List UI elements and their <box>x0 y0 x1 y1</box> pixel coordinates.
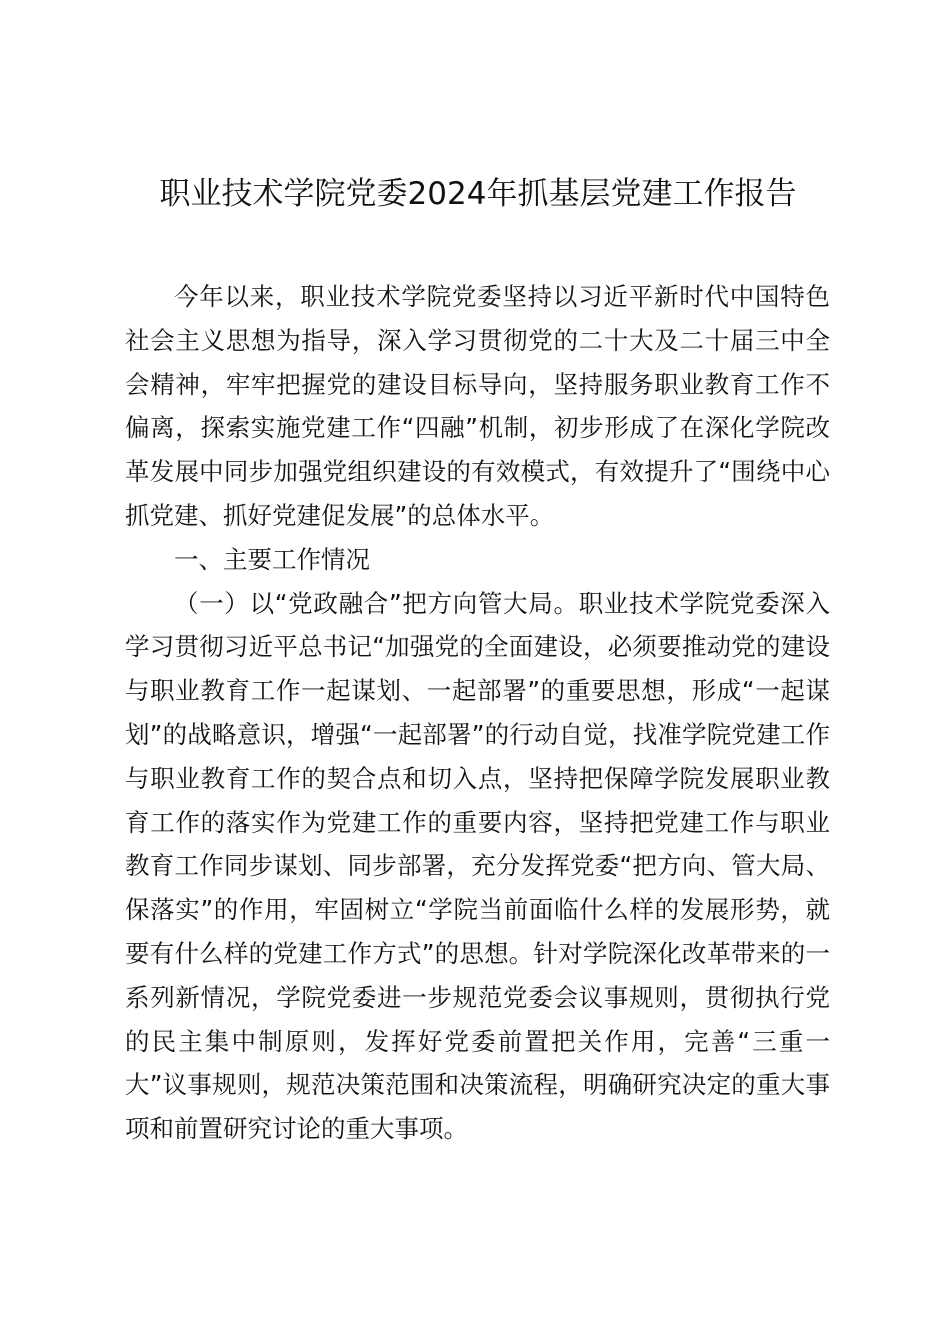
intro-paragraph: 今年以来，职业技术学院党委坚持以习近平新时代中国特色社会主义思想为指导，深入学习贯彻党的二十大及二十届三中全会精神，牢牢把握党的建设目标导向，坚持服务职业教育工作不偏离，探索实施党建工作“四融”机制，初步形成了在深化学院改革发展中同步加强党组织建设的有效模式，有效提升了“围绕中心抓党建、抓好党建促发展”的总体水平。 <box>125 282 830 530</box>
document-body <box>125 275 830 1151</box>
section-heading: 一、主要工作情况 <box>174 544 370 574</box>
document-title: 职业技术学院党委2024年抓基层党建工作报告 <box>159 176 797 212</box>
section-paragraph: （一）以“党政融合”把方向管大局。职业技术学院党委深入学习贯彻习近平总书记“加强党的全面建设，必须要推动党的建设与职业教育工作一起谋划、一起部署”的重要思想，形成“一起谋划”的战略意识，增强“一起部署”的行动自觉，找准学院党建工作与职业教育工作的契合点和切入点，坚持把保障学院发展职业教育工作的落实作为党建工作的重要内容，坚持把党建工作与职业教育工作同步谋划、同步部署，充分发挥党委“把方向、管大局、保落实”的作用，牢固树立“学院当前面临什么样的发展形势，就要有什么样的党建工作方式”的思想。针对学院深化改革带来的一系列新情况，学院党委进一步规范党委会议事规则，贯彻执行党的民主集中制原则，发挥好党委前置把关作用，完善“三重一大”议事规则，规范决策范围和决策流程，明确研究决定的重大事项和前置研究讨论的重大事项。 <box>125 588 830 1144</box>
